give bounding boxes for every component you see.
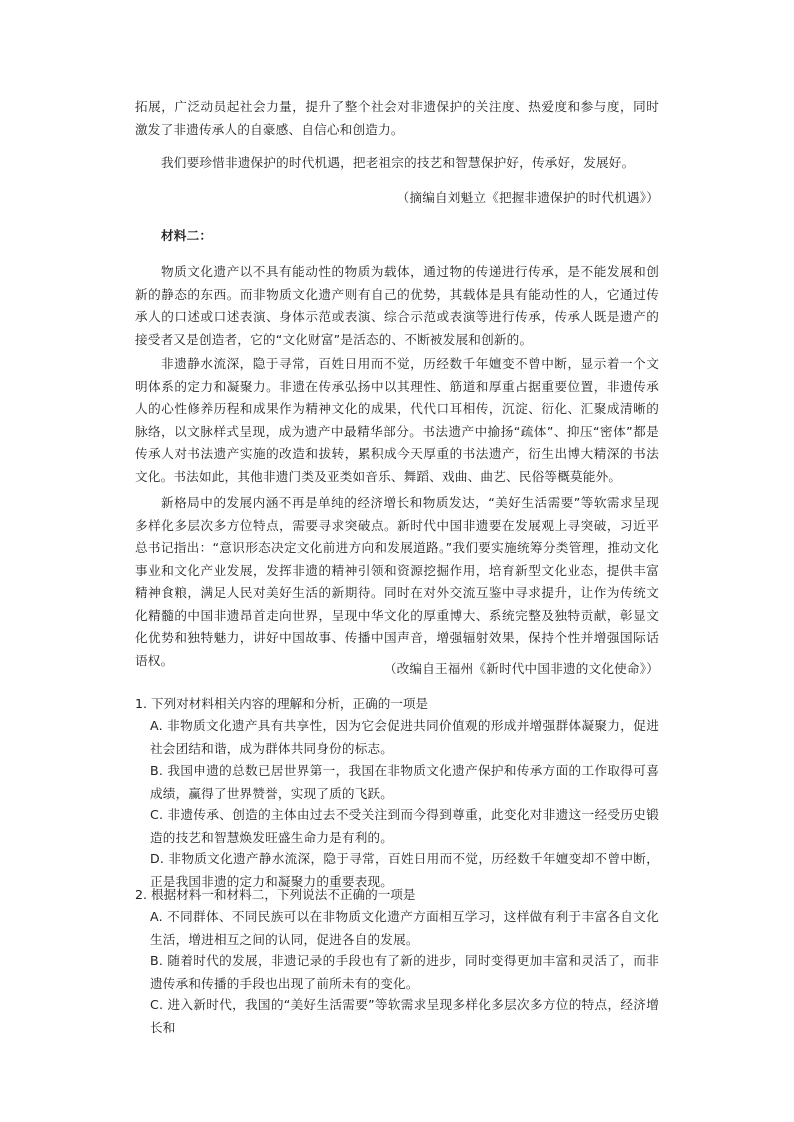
- source-citation-1: （摘编自刘魁立《把握非遗保护的时代机遇》）: [396, 190, 659, 205]
- question-1-stem: 1. 下列对材料相关内容的理解和分析，正确的一项是: [135, 696, 429, 711]
- question-2-stem: 2. 根据材料一和材料二，下列说法不正确的一项是: [135, 887, 416, 902]
- question-1-option-d: D. 非物质文化遗产静水流深，隐于寻常，百姓日用而不觉，历经数千年嬗变却不曾中断，正是我国非遗的定力和凝聚力的重要表现。: [150, 851, 659, 889]
- source-citation-2: （改编自王福州《新时代中国非遗的文化使命》）: [383, 661, 659, 676]
- material-2-heading: 材料二：: [161, 228, 213, 243]
- material-2-paragraph-3: 新格局中的发展内涵不再是单纯的经济增长和物质发达，“美好生活需要”等软需求呈现多样化多层次多方位特点，需要寻求突破点。新时代中国非遗要在发展观上寻突破，习近平总书记指出：“意识形态决定文化前进方向和发展道路。”我们要实施统筹分类管理，推动文化事业和文化产业发展，发挥非遗的精神引领和资源挖掘作用，培育新型文化业态，提供丰富精神食粮，满足人民对美好生活的新期待。同时在对外交流互鉴中寻求提升，让作为传统文化精髓的中国非遗昂首走向世界，呈现中华文化的厚重博大、系统完整及独特贡献，彰显文化优势和独特魅力，讲好中国故事、传播中国声音，增强辐射效果，保持个性并增强国际话语权。: [135, 495, 659, 668]
- question-2-option-b: B. 随着时代的发展，非遗记录的手段也有了新的进步，同时变得更加丰富和灵活了，而非遗传承和传播的手段也出现了前所未有的变化。: [150, 953, 659, 991]
- material-2-paragraph-2: 非遗静水流深，隐于寻常，百姓日用而不觉，历经数千年嬗变不曾中断，显示着一个文明体系的定力和凝聚力。非遗在传承弘扬中以其理性、筋道和厚重占据重要位置，非遗传承人的心性修养历程和成果作为精神文化的成果，代代口耳相传，沉淀、衍化、汇聚成清晰的脉络，以文脉样式呈现，成为遗产中最精华部分。书法遗产中揄扬“疏体”、抑压“密体”都是传承人对书法遗产实施的改造和拔转，累积成今天厚重的书法遗产，衍生出博大精深的书法文化。书法如此，其他非遗门类及亚类如音乐、舞蹈、戏曲、曲艺、民俗等概莫能外。: [135, 356, 659, 484]
- question-1-option-c: C. 非遗传承、创造的主体由过去不受关注到而今得到尊重，此变化对非遗这一经受历史锻造的技艺和智慧焕发旺盛生命力是有利的。: [150, 807, 659, 845]
- intro-paragraph-end: 我们要珍惜非遗保护的时代机遇，把老祖宗的技艺和智慧保护好，传承好，发展好。: [161, 155, 635, 170]
- intro-paragraph-tail: 拓展，广泛动员起社会力量，提升了整个社会对非遗保护的关注度、热爱度和参与度，同时激发了非遗传承人的自豪感、自信心和创造力。: [135, 99, 659, 137]
- material-2-paragraph-1: 物质文化遗产以不具有能动性的物质为载体，通过物的传递进行传承，是不能发展和创新的静态的东西。而非物质文化遗产则有自己的优势，其载体是具有能动性的人，它通过传承人的口述或口述表演、身体示范或表演、综合示范或表演等进行传承，传承人既是遗产的接受者又是创造者，它的“文化财富”是活态的、不断被发展和创新的。: [135, 264, 659, 347]
- question-1-option-b: B. 我国申遗的总数已居世界第一，我国在非物质文化遗产保护和传承方面的工作取得可喜成绩，赢得了世界赞誉，实现了质的飞跃。: [150, 763, 659, 801]
- question-1-option-a: A. 非物质文化遗产具有共享性，因为它会促进共同价值观的形成并增强群体凝聚力，促进社会团结和谐，成为群体共同身份的标志。: [150, 718, 659, 756]
- question-2-option-a: A. 不同群体、不同民族可以在非物质文化遗产方面相互学习，这样做有利于丰富各自文化生活，增进相互之间的认同，促进各自的发展。: [150, 909, 659, 947]
- question-2-option-c: C. 进入新时代，我国的“美好生活需要”等软需求呈现多样化多层次多方位的特点，经济增长和: [150, 997, 659, 1035]
